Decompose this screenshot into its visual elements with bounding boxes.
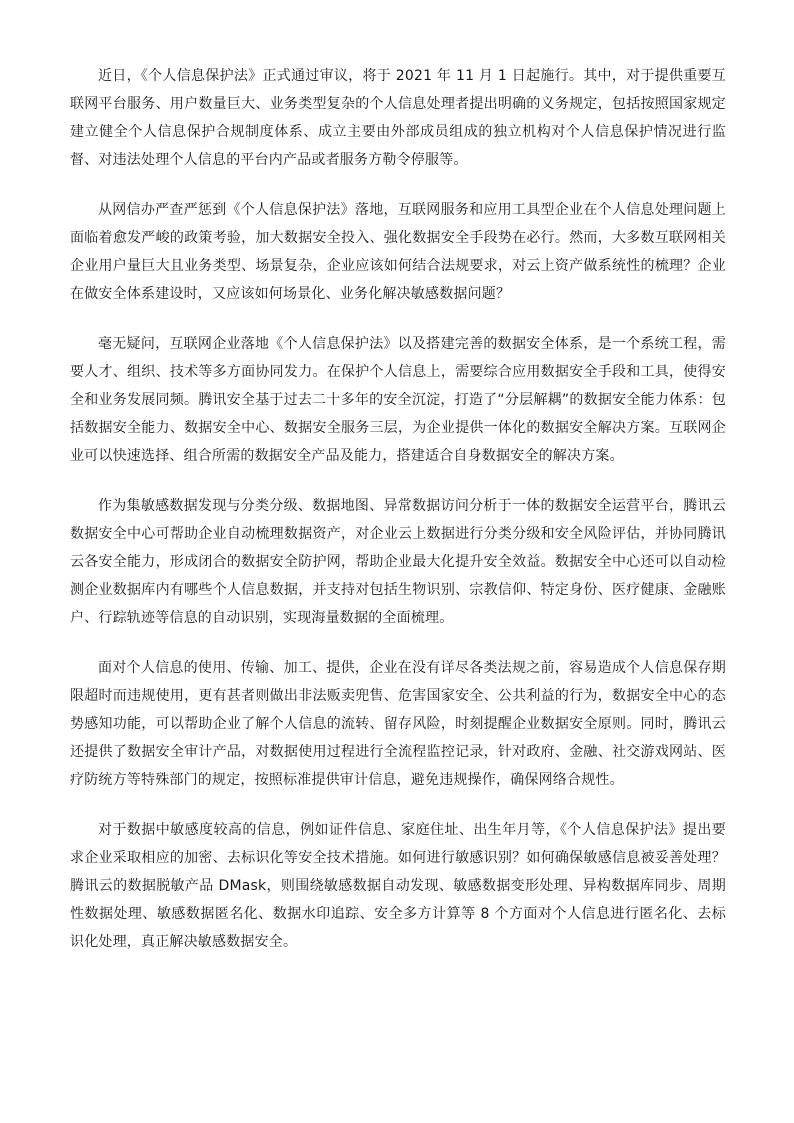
paragraph-1: 近日，《个人信息保护法》正式通过审议，将于 2021 年 11 月 1 日起施行。其中，对于提供重要互联网平台服务、用户数量巨大、业务类型复杂的个人信息处理者提出明确的义务规定，包括按照国家规定建立健全个人信息保护合规制度体系、成立主要由外部成员组成的独立机构对个人信息保护情况进行监督、对违法处理个人信息的平台内产品或者服务方勒令停服等。 bbox=[70, 68, 726, 168]
document-body bbox=[70, 62, 726, 978]
paragraph-5: 面对个人信息的使用、传输、加工、提供，企业在没有详尽各类法规之前，容易造成个人信息保存期限超时而违规使用，更有甚者则做出非法贩卖兜售、危害国家安全、公共利益的行为，数据安全中心的态势感知功能，可以帮助企业了解个人信息的流转、留存风险，时刻提醒企业数据安全原则。同时，腾讯云还提供了数据安全审计产品，对数据使用过程进行全流程监控记录，针对政府、金融、社交游戏网站、医疗防统方等特殊部门的规定，按照标准提供审计信息，避免违规操作，确保网络合规性。 bbox=[70, 660, 726, 788]
paragraph-6: 对于数据中敏感度较高的信息，例如证件信息、家庭住址、出生年月等，《个人信息保护法》提出要求企业采取相应的加密、去标识化等安全技术措施。如何进行敏感识别？如何确保敏感信息被妥善处理？腾讯云的数据脱敏产品 DMask，则围绕敏感数据自动发现、敏感数据变形处理、异构数据库同步、周期性数据处理、敏感数据匿名化、数据水印追踪、安全多方计算等 8 个方面对个人信息进行匿名化、去标识化处理，真正解决敏感数据安全。 bbox=[70, 822, 726, 950]
paragraph-3: 毫无疑问，互联网企业落地《个人信息保护法》以及搭建完善的数据安全体系，是一个系统工程，需要人才、组织、技术等多方面协同发力。在保护个人信息上，需要综合应用数据安全手段和工具，使得安全和业务发展同频。腾讯安全基于过去二十多年的安全沉淀，打造了“分层解耦”的数据安全能力体系：包括数据安全能力、数据安全中心、数据安全服务三层，为企业提供一体化的数据安全解决方案。互联网企业可以快速选择、组合所需的数据安全产品及能力，搭建适合自身数据安全的解决方案。 bbox=[70, 336, 726, 464]
paragraph-4: 作为集敏感数据发现与分类分级、数据地图、异常数据访问分析于一体的数据安全运营平台，腾讯云数据安全中心可帮助企业自动梳理数据资产，对企业云上数据进行分类分级和安全风险评估，并协同腾讯云各安全能力，形成闭合的数据安全防护网，帮助企业最大化提升安全效益。数据安全中心还可以自动检测企业数据库内有哪些个人信息数据，并支持对包括生物识别、宗教信仰、特定身份、医疗健康、金融账户、行踪轨迹等信息的自动识别，实现海量数据的全面梳理。 bbox=[70, 498, 726, 626]
paragraph-2: 从网信办严查严惩到《个人信息保护法》落地，互联网服务和应用工具型企业在个人信息处理问题上面临着愈发严峻的政策考验，加大数据安全投入、强化数据安全手段势在必行。然而，大多数互联网相关企业用户量巨大且业务类型、场景复杂，企业应该如何结合法规要求，对云上资产做系统性的梳理？企业在做安全体系建设时，又应该如何场景化、业务化解决敏感数据问题？ bbox=[70, 202, 726, 302]
